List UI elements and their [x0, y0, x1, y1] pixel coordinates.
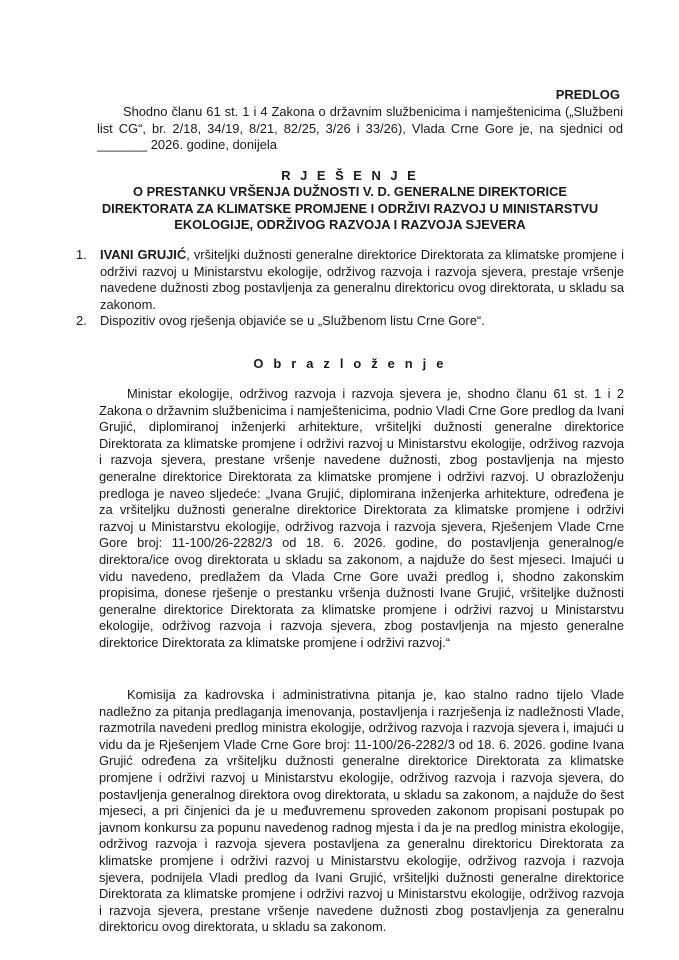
decision-title-line-3: EKOLOGIJE, ODRŽIVOG RAZVOJA I RAZVOJA SJEVERA — [174, 217, 526, 233]
decision-heading: R J E Š E N J E — [281, 168, 419, 183]
intro-paragraph: Shodno članu 61 st. 1 i 4 Zakona o državnim službenicima i namještenicima („Službeni list CG“, br. 2/18, 34/19, 8/21, 82/25, 3/26 i 33/26), Vlada Crne Gore je, na sjednici od _______ 2026. godine, donijela — [97, 104, 623, 153]
person-name: IVANI GRUJIĆ — [100, 247, 187, 262]
dispositive-item-1 — [76, 247, 624, 313]
decision-title — [60, 168, 640, 234]
dispositive-item-2 — [76, 313, 624, 330]
dispositive-list — [76, 247, 624, 330]
dispositive-text: Dispozitiv ovog rješenja objaviće se u „Službenom listu Crne Gore“. — [100, 313, 485, 329]
explanation-paragraph-1: Ministar ekologije, održivog razvoja i razvoja sjevera je, shodno članu 61 st. 1 i 2 Zakona o državnim službenicima i namještenicima, podnio Vladi Crne Gore predlog da Ivani Grujić, diplomiranoj inženjerki arhitekture, vršiteljki dužnosti generalne direktorice Direktorata za klimatske promjene i održivi razvoj u Ministarstvu ekologije, održivog razvoja i razvoja sjevera, prestane vršenje navedene dužnosti, zbog postavljenja na mjesto generalne direktorice Direktorata za klimatske promjene i održivi razvoj. U obrazloženju predloga je naveo sljedeće: „Ivana Grujić, diplomirana inženjerka arhitekture, određena je za vršiteljku dužnosti generalne direktorice Direktorata za klimatske promjene i održivi razvoj u Ministarstvu ekologije, održivog razvoja i razvoja sjevera, Rješenjem Vlade Crne Gore broj: 11-100/26-2282/3 od 18. 6. 2026. godine, do postavljenja generalnog/e direktora/ice ovog direktorata u skladu sa zakonom, a najduže do šest mjeseci. Imajući u vidu navedeno, predlažem da Vlada Crne Gore uvaži predlog i, shodno zakonskim propisima, donese rješenje o prestanku vršenja dužnosti Ivane Grujić, vršiteljke dužnosti generalne direktorice Direktorata za klimatske promjene i održivi razvoj u Ministarstvu ekologije, održivog razvoja i razvoja sjevera, zbog postavljenja na mjesto generalne direktorice Direktorata za klimatske promjene i održivi razvoj.“ — [99, 386, 624, 650]
decision-title-line-2: DIREKTORATA ZA KLIMATSKE PROMJENE I ODRŽIVI RAZVOJ U MINISTARSTVU — [101, 200, 599, 216]
predlog-label: PREDLOG — [555, 87, 620, 102]
explanation-heading: O b r a z l o ž e n j e — [253, 356, 447, 371]
decision-title-line-1: O PRESTANKU VRŠENJA DUŽNOSTI V. D. GENERALNE DIREKTORICE — [132, 184, 568, 200]
dispositive-text: , vršiteljki dužnosti generalne direktorice Direktorata za klimatske promjene i održivi razvoj u Ministarstvu ekologije, održivog razvoja i razvoja sjevera, prestaje vršenje navedene dužnosti zbog postavljenja za generalnu direktoricu ovog direktorata, u skladu sa zakonom. — [100, 247, 624, 312]
dispositive-number: 1. — [76, 247, 87, 262]
dispositive-number: 2. — [76, 313, 87, 329]
explanation-paragraph-2: Komisija za kadrovska i administrativna pitanja je, kao stalno radno tijelo Vlade nadležno za pitanja predlaganja imenovanja, postavljenja i razrješenja iz nadležnosti Vlade, razmotrila navedeni predlog ministra ekologije, održivog razvoja i razvoja sjevera i, imajući u vidu da je Rješenjem Vlade Crne Gore broj: 11-100/26-2282/3 od 18. 6. 2026. godine Ivana Grujić određena za vršiteljku dužnosti generalne direktorice Direktorata za klimatske promjene i održivi razvoj u Ministarstvu ekologije, održivog razvoja i razvoja sjevera, do postavljenja generalnog direktora ovog direktorata, u skladu sa zakonom, a najduže do šest mjeseci, a pri činjenici da je u međuvremenu sproveden zakonom propisani postupak po javnom konkursu za popunu navedenog radnog mjesta i da je na predlog ministra ekologije, održivog razvoja i razvoja sjevera postavljena za generalnu direktoricu Direktorata za klimatske promjene i održivi razvoj u Ministarstvu ekologije, održivog razvoja i razvoja sjevera, podnijela Vladi predlog da Ivani Grujić, vršiteljki dužnosti generalne direktorice Direktorata za klimatske promjene i održivi razvoj u Ministarstvu ekologije, održivog razvoja i razvoja sjevera, prestane vršenje navedene dužnosti zbog postavljenja za generalnu direktoricu ovog direktorata, u skladu sa zakonom. — [99, 687, 624, 935]
